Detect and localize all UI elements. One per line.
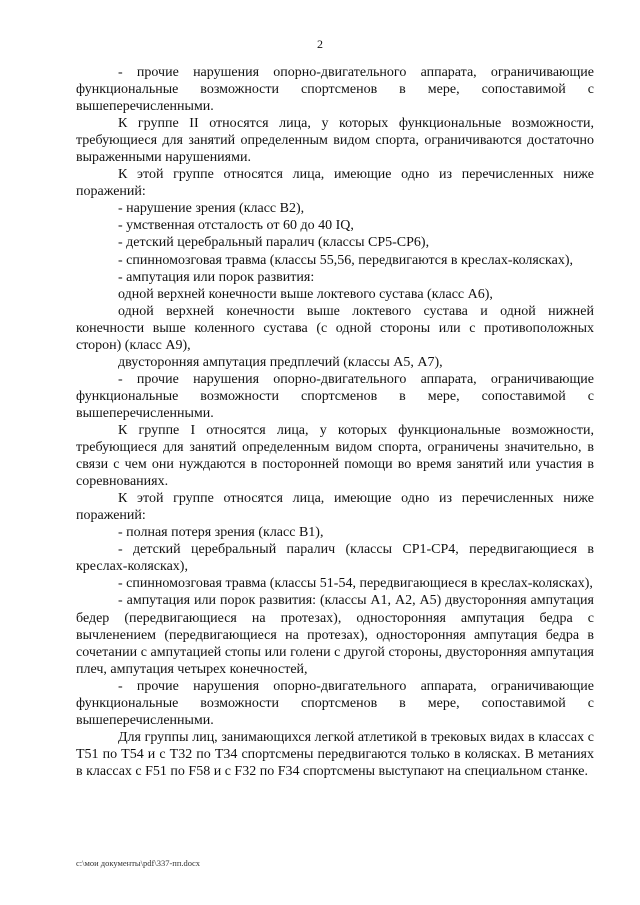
paragraph: - спинномозговая травма (классы 51-54, передвигающиеся в креслах-колясках),: [118, 576, 593, 592]
paragraph: К этой группе относятся лица, имеющие одно из перечисленных ниже поражений:: [76, 167, 594, 200]
paragraph: - спинномозговая травма (классы 55,56, передвигаются в креслах-колясках),: [118, 252, 573, 268]
paragraph: - умственная отсталость от 60 до 40 IQ,: [118, 218, 354, 234]
paragraph: К группе I относятся лица, у которых функциональные возможности, требующиеся для занятий определенным видом спорта, ограничены значительно, в связи с чем они нуждаются в посторонней помощи во время занятий или участия в соревнованиях.: [76, 422, 594, 490]
paragraph: - ампутация или порок развития:: [118, 269, 315, 285]
paragraph: - детский церебральный паралич (классы СР5-СР6),: [118, 235, 430, 251]
paragraph: К группе II относятся лица, у которых функциональные возможности, требующиеся для занятий определенным видом спорта, ограничиваются достаточно выраженными нарушениями.: [76, 116, 594, 166]
paragraph: - прочие нарушения опорно-двигательного аппарата, ограничивающие функциональные возможности спортсменов в мере, сопоставимой с вышеперечисленными.: [76, 65, 594, 115]
file-path-footer: c:\мои документы\pdf\337-пп.docx: [76, 858, 201, 868]
paragraph: одной верхней конечности выше локтевого сустава (класс А6),: [118, 286, 493, 302]
paragraph: - прочие нарушения опорно-двигательного аппарата, ограничивающие функциональные возможности спортсменов в мере, сопоставимой с вышеперечисленными.: [76, 678, 594, 728]
paragraph: - нарушение зрения (класс В2),: [118, 201, 305, 217]
paragraph: Для группы лиц, занимающихся легкой атлетикой в трековых видах в классах с Т51 по Т54 и с Т32 по Т34 спортсмены передвигаются только в колясках. В метаниях в классах с F51 по F58 и с F32 по F34 спортсмены выступают на специальном станке.: [76, 729, 594, 779]
page-number: 2: [317, 37, 323, 51]
paragraph: - ампутация или порок развития: (классы А1, А2, А5) двусторонняя ампутация бедер (передвигающиеся на протезах), односторонняя ампутация бедра с вычленением (передвигающиеся на протезах), односторонняя ампутация бедра в сочетании с ампутацией стопы или голени с другой стороны, двусторонняя ампутация плеч, ампутация четырех конечностей,: [76, 593, 594, 677]
paragraph: К этой группе относятся лица, имеющие одно из перечисленных ниже поражений:: [76, 491, 594, 524]
paragraph: одной верхней конечности выше локтевого сустава и одной нижней конечности выше коленного сустава (с одной стороны или с противоположных сторон) (класс А9),: [76, 303, 594, 353]
document-body: [76, 64, 594, 780]
paragraph: двусторонняя ампутация предплечий (классы А5, А7),: [118, 354, 443, 370]
paragraph: - детский церебральный паралич (классы СР1-СР4, передвигающиеся в креслах-колясках),: [76, 542, 594, 575]
paragraph: - полная потеря зрения (класс В1),: [118, 525, 324, 541]
paragraph: - прочие нарушения опорно-двигательного аппарата, ограничивающие функциональные возможности спортсменов в мере, сопоставимой с вышеперечисленными.: [76, 371, 594, 421]
